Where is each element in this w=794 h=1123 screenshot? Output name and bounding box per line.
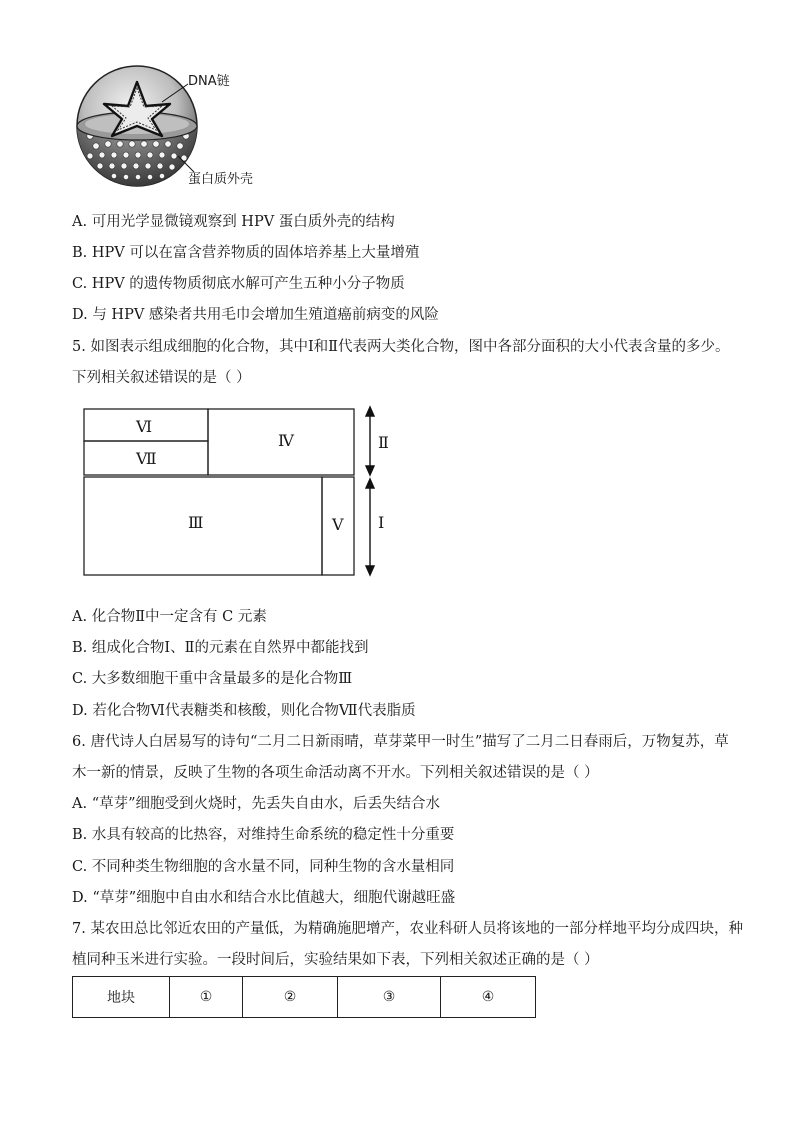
table-header-cell: ④	[441, 977, 536, 1018]
q4-option-b: B. HPV 可以在富含营养物质的固体培养基上大量增殖	[72, 245, 420, 261]
label-vi: Ⅵ	[136, 417, 153, 436]
table-header-cell: ①	[170, 977, 243, 1018]
q6-option-d: D. “草芽”细胞中自由水和结合水比值越大，细胞代谢越旺盛	[72, 890, 456, 906]
q6-stem-line2: 木一新的情景，反映了生物的各项生命活动离不开水。下列相关叙述错误的是（ ）	[72, 765, 599, 781]
label-v: Ⅴ	[332, 515, 344, 534]
q5-option-a: A. 化合物Ⅱ中一定含有 C 元素	[72, 609, 267, 625]
q5-option-c: C. 大多数细胞干重中含量最多的是化合物Ⅲ	[72, 671, 353, 687]
q4-option-a: A. 可用光学显微镜观察到 HPV 蛋白质外壳的结构	[72, 214, 395, 230]
table-header-cell: ②	[243, 977, 338, 1018]
table-row	[73, 977, 536, 1018]
label-iv: Ⅳ	[278, 431, 294, 450]
compound-diagram-svg	[80, 403, 400, 583]
q6-option-c: C. 不同种类生物细胞的含水量不同，同种生物的含水量相同	[72, 859, 455, 875]
q5-option-d: D. 若化合物Ⅵ代表糖类和核酸，则化合物Ⅶ代表脂质	[72, 703, 416, 719]
q6-stem-line1: 6. 唐代诗人白居易写的诗句“二月二日新雨晴，草芽菜甲一时生”描写了二月二日春雨后，万物复苏，草	[72, 734, 729, 750]
protein-shell-label: 蛋白质外壳	[188, 172, 254, 187]
q5-stem-line2: 下列相关叙述错误的是（ ）	[72, 370, 251, 386]
hpv-figure	[70, 64, 270, 194]
dna-chain-label: DNA链	[188, 74, 230, 89]
q7-stem-line1: 7. 某农田总比邻近农田的产量低，为精确施肥增产，农业科研人员将该地的一部分样地平均分成四块，种	[72, 921, 743, 937]
q7-plot-table	[72, 976, 536, 1018]
label-iii: Ⅲ	[188, 513, 204, 532]
q5-stem-line1: 5. 如图表示组成细胞的化合物，其中Ⅰ和Ⅱ代表两大类化合物，图中各部分面积的大小代表含量的多少。	[72, 339, 730, 355]
q4-option-c: C. HPV 的遗传物质彻底水解可产生五种小分子物质	[72, 276, 405, 292]
label-vii: Ⅶ	[136, 449, 157, 468]
q4-option-d: D. 与 HPV 感染者共用毛巾会增加生殖道癌前病变的风险	[72, 307, 439, 323]
q6-option-b: B. 水具有较高的比热容，对维持生命系统的稳定性十分重要	[72, 827, 455, 843]
compound-area-diagram	[80, 403, 400, 583]
label-ii: Ⅱ	[378, 433, 389, 452]
label-i: Ⅰ	[378, 513, 385, 532]
table-header-cell: ③	[338, 977, 441, 1018]
q6-option-a: A. “草芽”细胞受到火烧时，先丢失自由水，后丢失结合水	[72, 796, 441, 812]
q5-option-b: B. 组成化合物Ⅰ、Ⅱ的元素在自然界中都能找到	[72, 640, 369, 656]
q7-stem-line2: 植同种玉米进行实验。一段时间后，实验结果如下表，下列相关叙述正确的是（ ）	[72, 952, 599, 968]
table-header-cell: 地块	[73, 977, 170, 1018]
